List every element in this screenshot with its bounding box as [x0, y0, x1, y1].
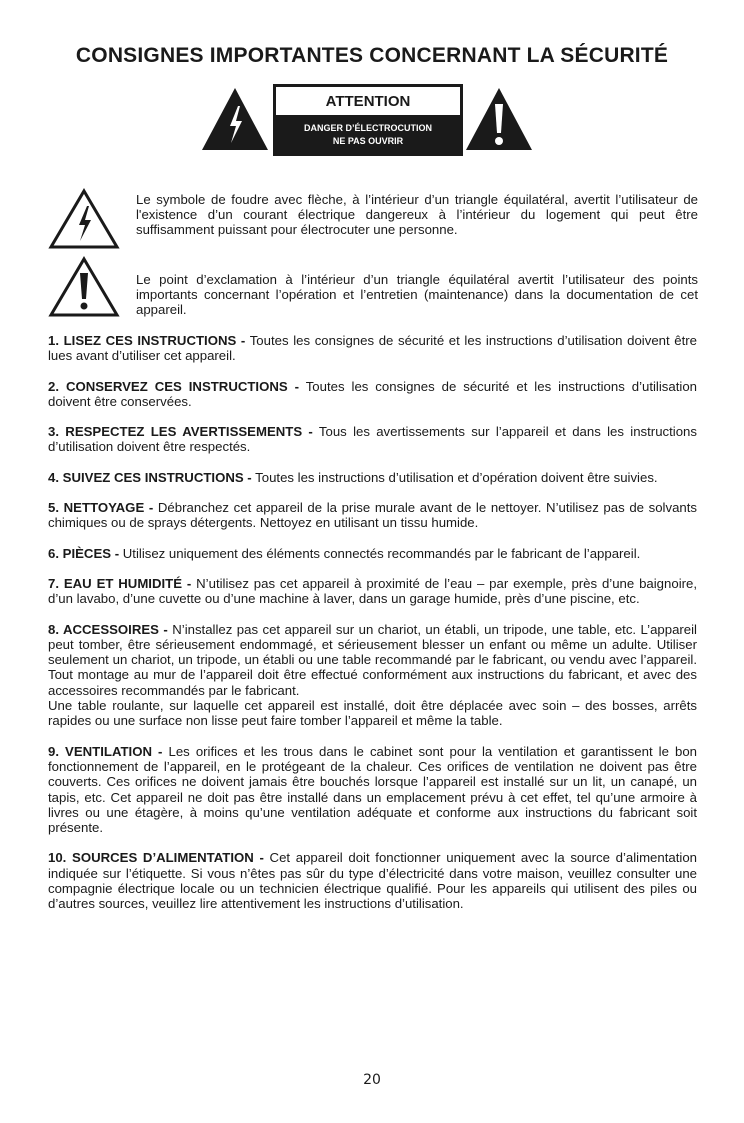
- section-body: Les orifices et les trous dans le cabinet sont pour la ventilation et garantissent le bon fonctionnement de l’appareil, en le protégeant de la chaleur. Ces orifices de ventilation ne doivent pas être couverts. Ces orifices ne doivent jamais être bouchés lorsque l’appareil est installé sur un lit, un canapé, un tapis, etc. Cet appareil ne doit pas être installé dans un emplacement prévu à cet effet, tel qu’une armoire à livres ou une étagère, à moins qu’une ventilation adéquate et conforme aux instructions du fabricant soit présente.: [48, 743, 697, 836]
- section-7: [48, 576, 697, 607]
- section-body: N’utilisez pas cet appareil à proximité de l’eau – par exemple, près d’une baignoire, d’un lavabo, d’une cuvette ou d’une machine à laver, dans un garage humide, près d’une piscine, etc.: [48, 575, 698, 607]
- page-title: CONSIGNES IMPORTANTES CONCERNANT LA SÉCURITÉ: [75, 44, 669, 67]
- section-heading: 4. SUIVEZ CES INSTRUCTIONS -: [48, 469, 252, 485]
- section-heading: 8. ACCESSOIRES -: [48, 621, 168, 637]
- section-body: Utilisez uniquement des éléments connectés recommandés par le fabricant de l’appareil.: [122, 545, 641, 561]
- section-body: N’installez pas cet appareil sur un chariot, un établi, un tripode, une table, etc. L’appareil peut tomber, être sérieusement endommagé, et sérieusement blesser un enfant ou même un adulte. Utiliser seulement un chariot, un tripode, un établi ou une table recommandé par le fabricant, ou vendu avec l’appareil. Tout montage au mur de l’appareil doit être effectué conformément aux instructions du fabricant, et avec des accessoires recommandés par le fabricant.: [48, 621, 697, 698]
- section-3: [48, 424, 697, 455]
- exclamation-triangle-icon: [48, 256, 120, 318]
- section-body: Toutes les consignes de sécurité et les instructions d’utilisation doivent être conservées.: [48, 378, 697, 409]
- section-8: [48, 622, 697, 729]
- lightning-triangle-icon: [48, 188, 120, 250]
- section-10: [48, 850, 697, 911]
- section-heading: 10. SOURCES D’ALIMENTATION -: [48, 850, 264, 866]
- symbol-text: Le point d’exclamation à l’intérieur d’un triangle équilatéral avertit l’utilisateur des points importants concernant l’opération et l’entretien (maintenance) dans la documentation de cet appareil.: [136, 272, 698, 318]
- attention-heading: ATTENTION: [276, 87, 460, 115]
- section-body: Tous les avertissements sur l’appareil et dans les instructions d’utilisation doivent être respectés.: [48, 424, 697, 455]
- attention-box: [273, 84, 463, 156]
- section-body: Débranchez cet appareil de la prise murale avant de le nettoyer. N’utilisez pas de solvants chimiques ou de sprays détergents. Nettoyez en utilisant un tissu humide.: [48, 500, 697, 531]
- section-body: Toutes les consignes de sécurité et les instructions d’utilisation doivent être lues avant d’utiliser cet appareil.: [48, 333, 698, 364]
- attention-line-2: NE PAS OUVRIR: [332, 136, 404, 146]
- attention-subtext: [276, 115, 460, 148]
- section-body: Toutes les instructions d’utilisation et d’opération doivent être suivies.: [255, 469, 658, 485]
- safety-sections: [48, 333, 697, 927]
- lightning-triangle-icon: [200, 86, 270, 152]
- section-6: [48, 546, 697, 561]
- section-heading: 7. EAU ET HUMIDITÉ -: [48, 575, 192, 591]
- section-paragraph: [48, 622, 697, 698]
- section-heading: 9. VENTILATION -: [48, 743, 163, 759]
- attention-line-1: DANGER D’ÉLECTROCUTION: [304, 123, 432, 133]
- section-heading: 5. NETTOYAGE -: [48, 500, 154, 516]
- page-number: 20: [363, 1072, 381, 1088]
- section-heading: 1. LISEZ CES INSTRUCTIONS -: [48, 333, 246, 348]
- section-4: [48, 470, 697, 485]
- section-9: [48, 744, 697, 836]
- exclamation-triangle-icon: [464, 86, 534, 152]
- warning-banner: [0, 84, 744, 158]
- section-paragraph-2: Une table roulante, sur laquelle cet appareil est installé, doit être déplacée avec soin – des bosses, arrêts rapides ou une surface non lisse peut faire tomber l’appareil et même la table.: [48, 698, 697, 729]
- section-heading: 3. RESPECTEZ LES AVERTISSEMENTS -: [48, 424, 313, 440]
- section-heading: 6. PIÈCES -: [48, 545, 120, 561]
- section-2: [48, 379, 697, 410]
- section-1: [48, 333, 697, 364]
- section-5: [48, 500, 697, 531]
- section-heading: 2. CONSERVEZ CES INSTRUCTIONS -: [48, 378, 300, 394]
- symbol-text: Le symbole de foudre avec flèche, à l’intérieur d’un triangle équilatéral, avertit l’utilisateur de l'existence d’un courant électrique dangereux à l’intérieur du logement qui peut être suffisamment puissant pour électrocuter une personne.: [136, 192, 698, 238]
- section-body: Cet appareil doit fonctionner uniquement avec la source d’alimentation indiquée sur l’étiquette. Si vous n’êtes pas sûr du type d’électricité dans votre maison, veuillez consulter une compagnie électrique locale ou un technicien électrique qualifié. Pour les appareils qui utilisent des piles ou d’autres sources, veuillez lire attentivement les instructions d’utilisation.: [48, 850, 697, 912]
